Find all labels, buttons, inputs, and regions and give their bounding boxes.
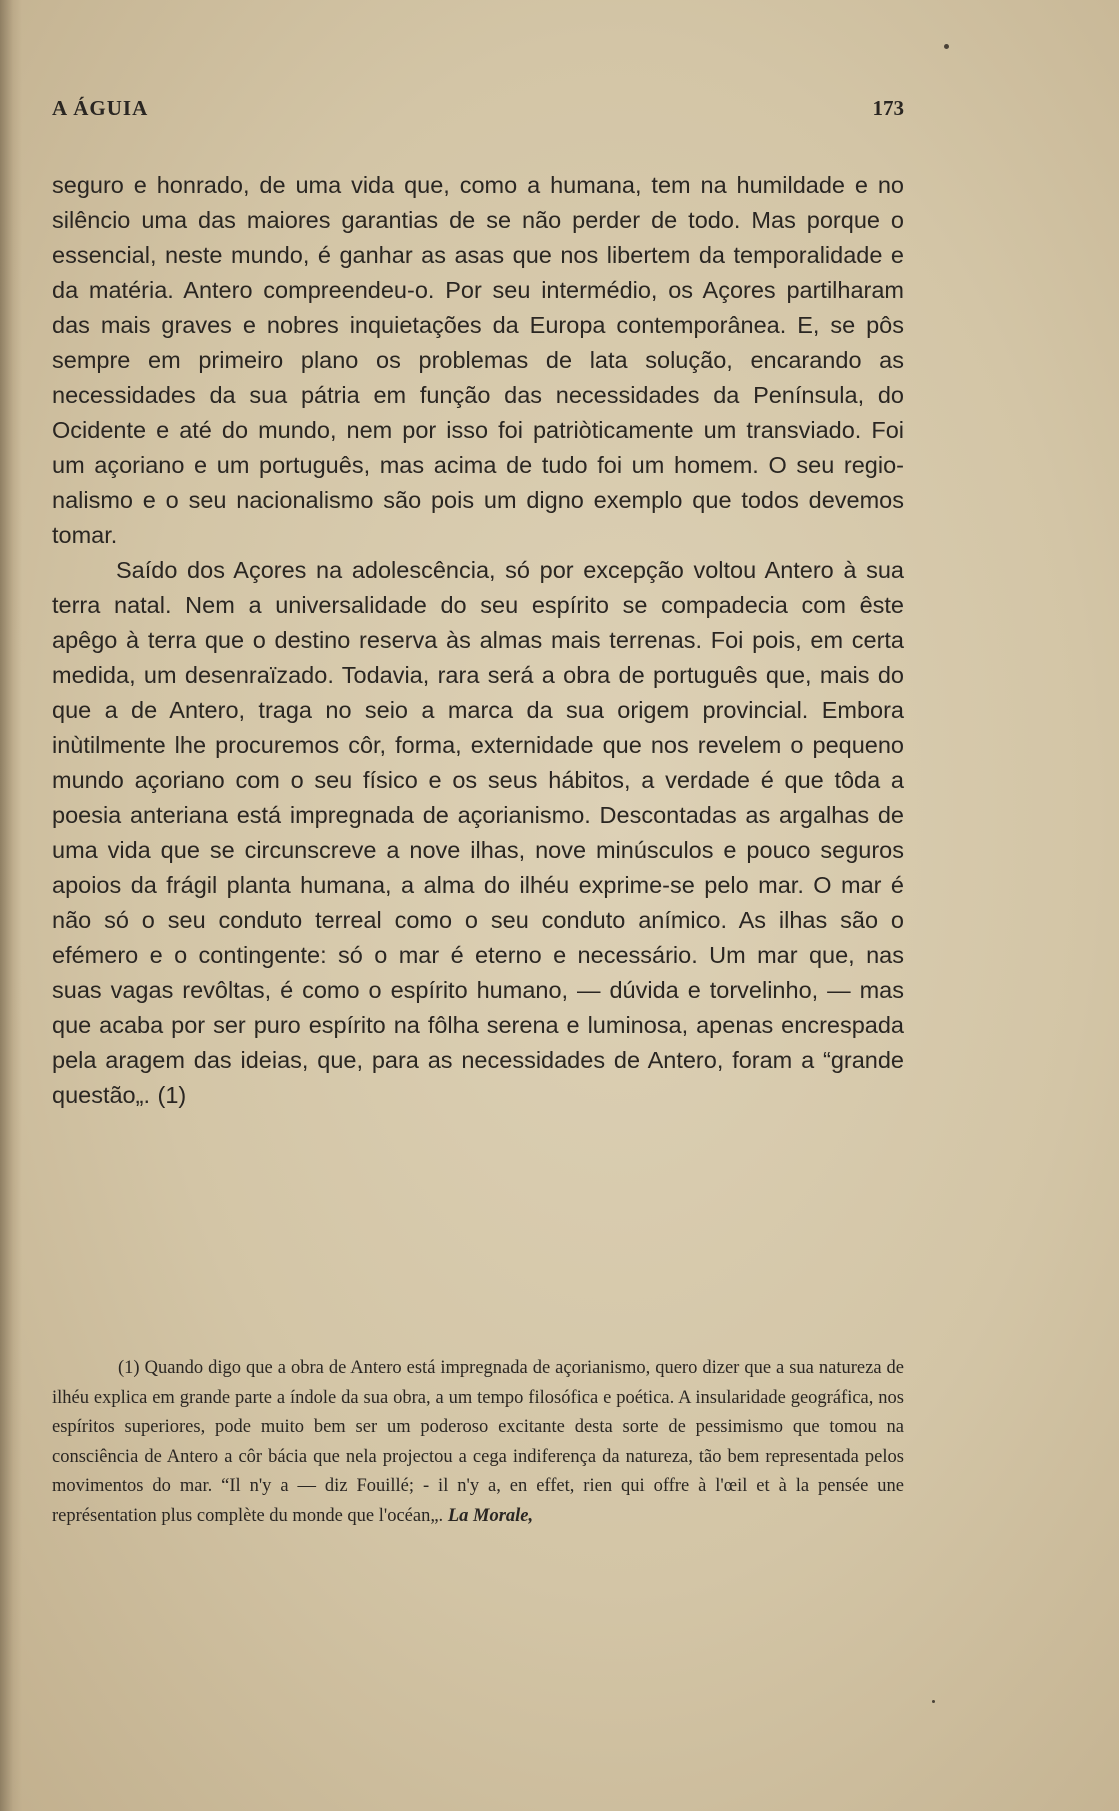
page-gutter-shadow bbox=[0, 0, 22, 1811]
paper-speck bbox=[944, 44, 949, 49]
footnote bbox=[52, 1354, 904, 1531]
main-text bbox=[52, 168, 904, 1113]
page-number: 173 bbox=[872, 96, 904, 120]
paper-speck bbox=[932, 1700, 935, 1703]
running-title: A ÁGUIA bbox=[52, 96, 149, 120]
body-paragraph bbox=[52, 553, 904, 1113]
footnote-reference: (1) bbox=[157, 1082, 187, 1108]
paragraph-text: Saído dos Açores na adolescência, só por excepção voltou Antero à sua terra natal. Nem a universalidade do seu espírito se compadecia com êste apêgo à terra que o destino reserva às almas mais terrenas. Foi pois, em certa medida, um desenraïzado. Todavia, rara será a obra de português que, mais do que a de Antero, traga no seio a marca da sua origem provincial. Embora inùtilmente lhe procuremos côr, forma, externidade que nos revelem o pequeno mundo açoriano com o seu físico e os seus hábitos, a verdade é que tôda a poesia anteriana está impregnada de açorianismo. Descontadas as argalhas de uma vida que se circunscreve a nove ilhas, nove minúsculos e pouco seguros apoios da frágil planta humana, a alma do ilhéu exprime-se pelo mar. O mar é não só o seu conduto terreal como o seu conduto anímico. As ilhas são o efémero e o contingente: só o mar é eterno e necessário. Um mar que, nas suas vagas revôltas, é como o espírito humano, — dúvida e torvelinho, — mas que acaba por ser puro espírito na fôlha serena e luminosa, apenas encrespada pela aragem das ideias, que, para as necessidades de Antero, foram a “grande questão„. bbox=[52, 557, 904, 1108]
footnote-text: Quando digo que a obra de Antero está impregnada de açorianismo, quero dizer que a sua natureza de ilhéu explica em grande parte a índole da sua obra, a um tempo filosófica e poética. A insularidade geográfica, nos espíritos superiores, pode muito bem ser um poderoso excitante desta sorte de pessimismo que tomou na consciência de Antero a côr bácia que nela projectou a cega indiferença da natureza, tão bem representada pelos movimentos do mar. “Il n'y a — diz Fouillé; - il n'y a, en effet, rien qui offre à l'œil et à la pensée une représentation plus complète du monde que l'océan„. bbox=[52, 1358, 905, 1526]
footnote-citation: La Morale, bbox=[447, 1505, 534, 1526]
body-paragraph: seguro e honrado, de uma vida que, como a humana, tem na humildade e no silêncio uma das maiores garantias de se não perder de todo. Mas porque o essencial, neste mundo, é ganhar as asas que nos libertem da temporalidade e da matéria. Antero compreendeu-o. Por seu intermédio, os Açores partilharam das mais graves e nobres inquietações da Europa contemporânea. E, se pôs sempre em primeiro plano os problemas de lata solução, encarando as necessidades da sua pátria em função das necessidades da Península, do Ocidente e até do mundo, nem por isso foi patriòticamente um transviado. Foi um açoriano e um português, mas acima de tudo foi um homem. O seu regionalismo e o seu nacionalismo são pois um digno exemplo que todos devemos tomar. bbox=[52, 172, 904, 548]
footnote-paragraph bbox=[52, 1354, 904, 1531]
footnote-marker: (1) bbox=[118, 1358, 140, 1378]
page-header bbox=[52, 96, 904, 136]
